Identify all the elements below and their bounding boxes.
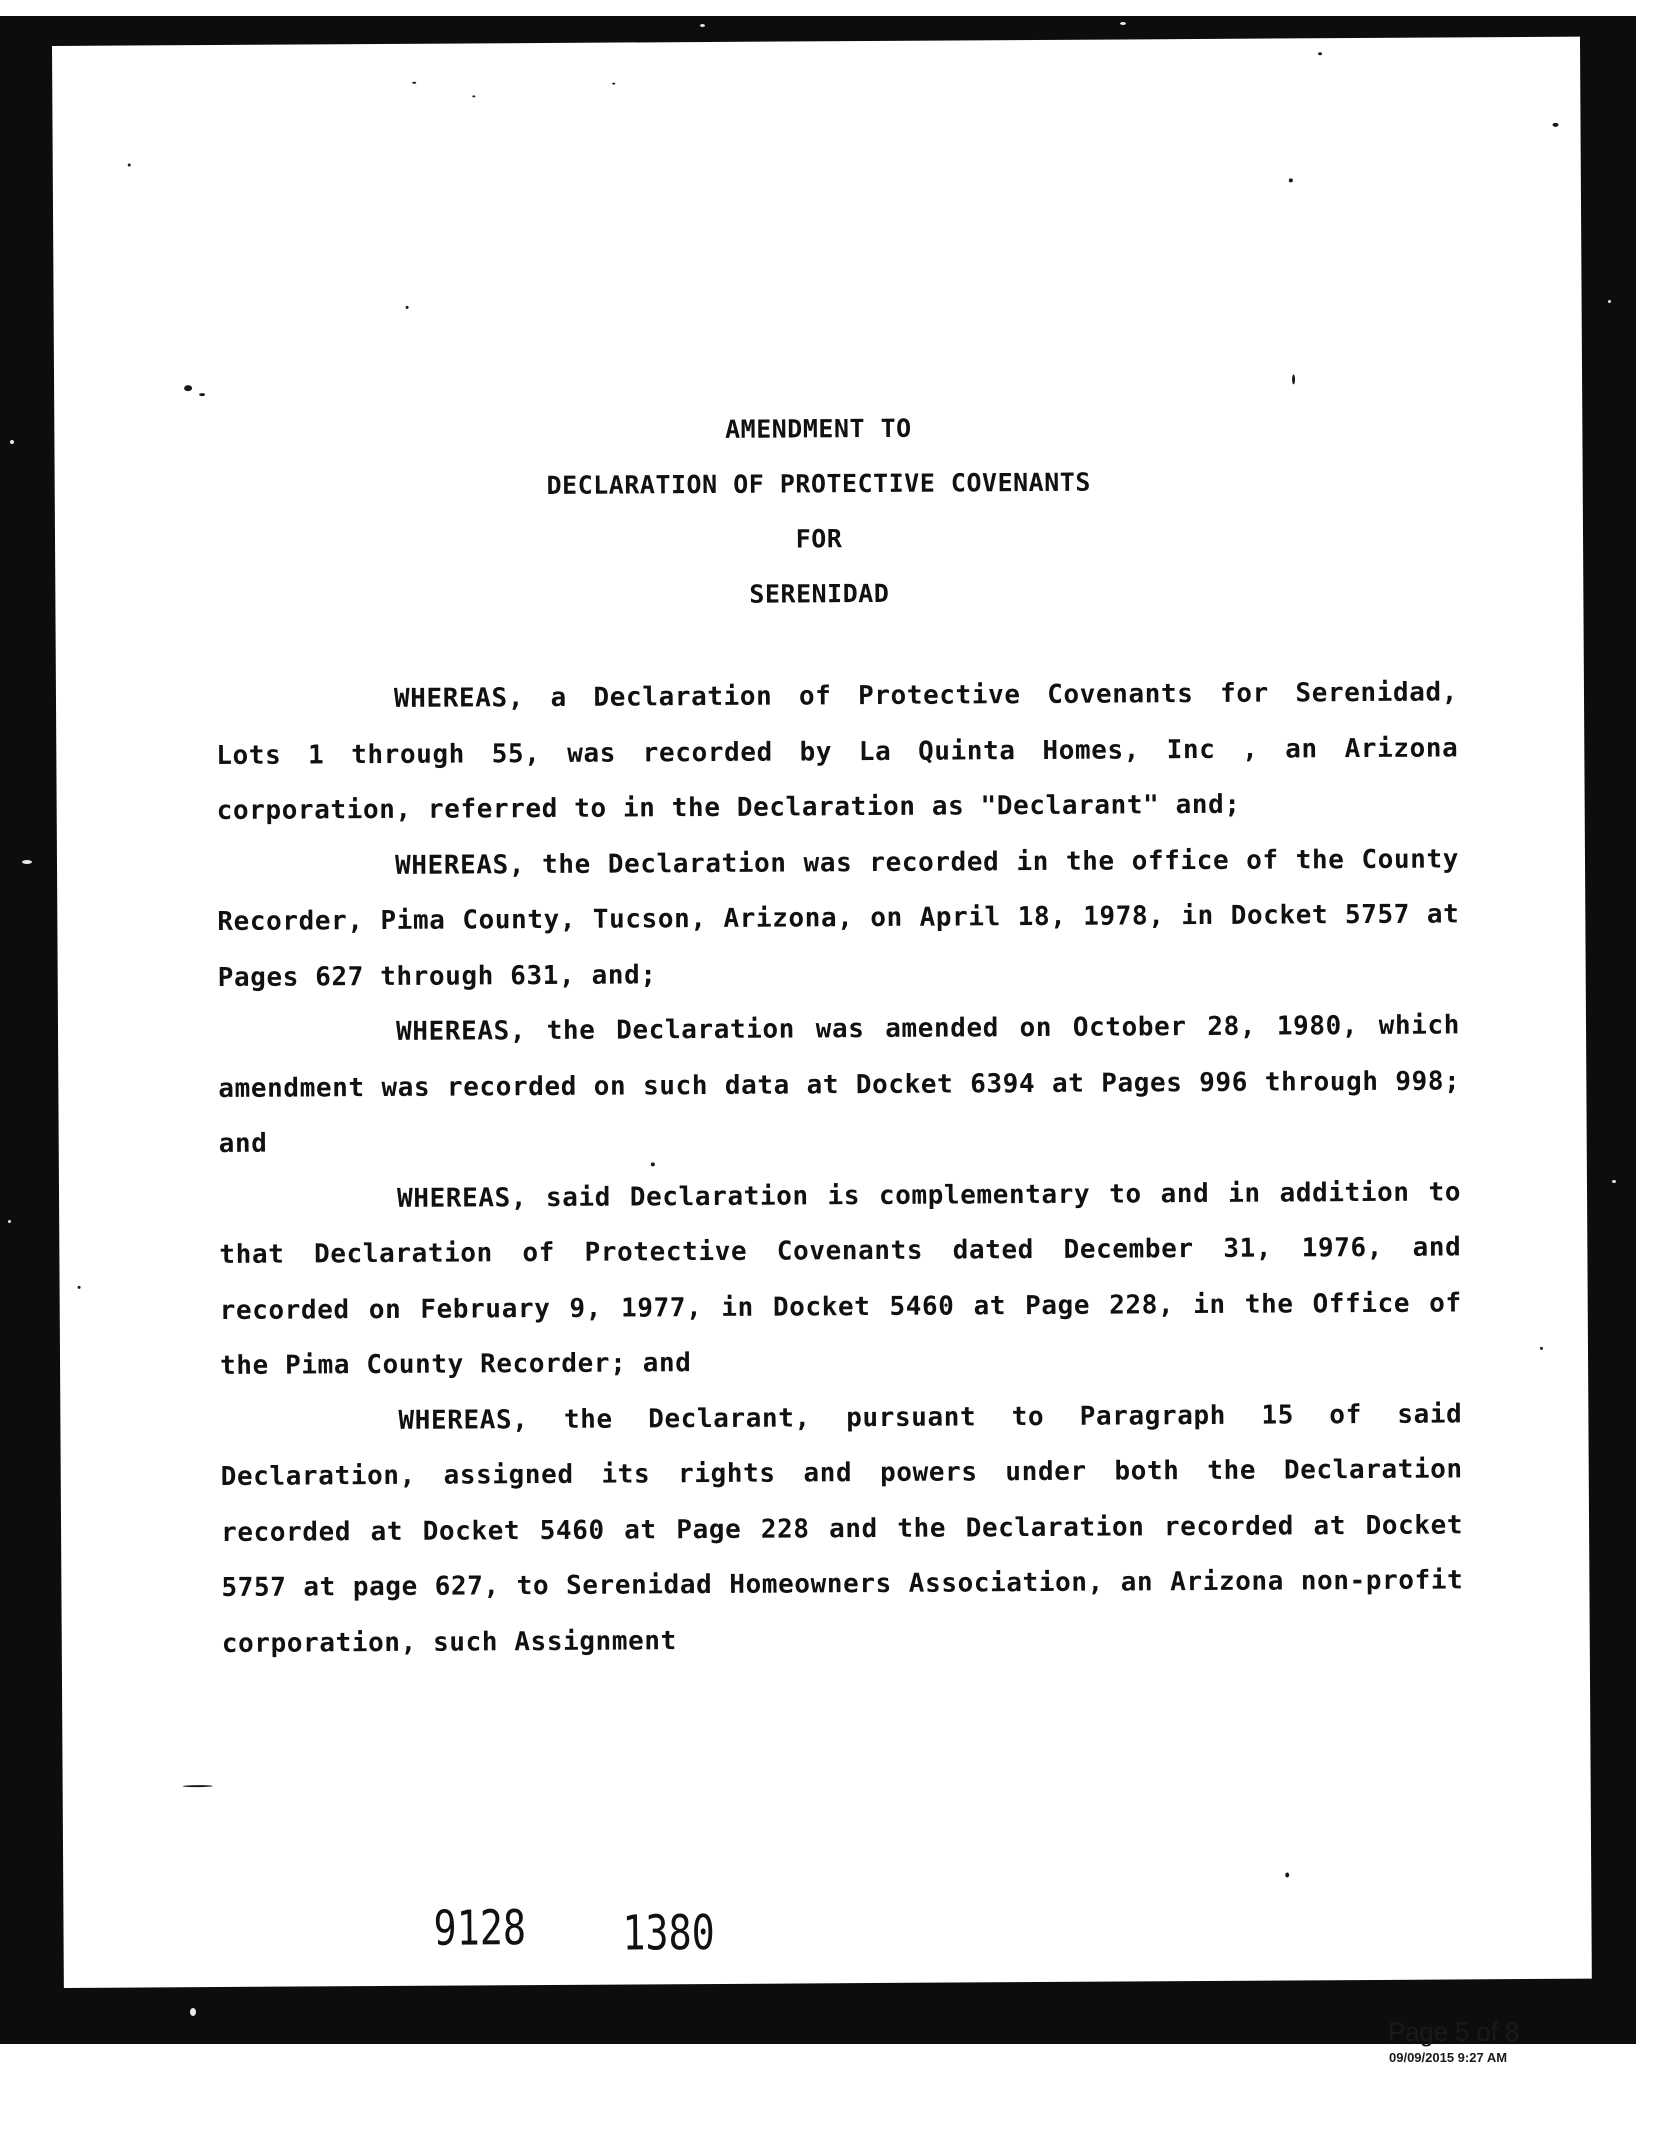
scan-speck [78, 1286, 81, 1289]
scan-speck [1289, 178, 1293, 182]
scan-speck [1612, 1180, 1616, 1183]
scan-speck [1318, 52, 1322, 55]
scan-speck [8, 1220, 11, 1223]
scan-speck [1120, 22, 1126, 25]
scan-speck [199, 393, 205, 396]
title-line: SERENIDAD [749, 578, 890, 609]
scan-speck [1292, 374, 1295, 384]
scan-speck [412, 82, 416, 84]
scan-speck [10, 440, 14, 444]
scan-speck [612, 83, 615, 85]
scan-speck [1285, 1872, 1289, 1877]
whereas-paragraph: WHEREAS, the Declaration was recorded in the office of the County Recorder, Pima County, Tucson, Arizona, on April 18, 1978, in Docket 5757 at Pages 627 through 631, and; [217, 843, 1460, 993]
scan-speck [190, 2008, 196, 2016]
document-title [54, 397, 1583, 626]
scan-speck [1608, 300, 1611, 303]
title-line: AMENDMENT TO [724, 413, 912, 444]
whereas-paragraph: WHEREAS, the Declaration was amended on October 28, 1980, which amendment was recorded on such data at Docket 6394 at Pages 996 through 998; and [218, 1010, 1461, 1160]
title-line: DECLARATION OF PROTECTIVE COVENANTS [546, 467, 1091, 500]
recorded-page-number: 1380 [622, 1904, 715, 1962]
scan-speck [1540, 1347, 1543, 1350]
page-counter: Page 5 of 8 [1388, 2017, 1520, 2047]
scan-speck [183, 1785, 213, 1787]
scan-speck [406, 306, 409, 309]
whereas-paragraph: WHEREAS, said Declaration is complementary to and in addition to that Declaration of Protective Covenants dated December 31, 1976, and recorded on February 9, 1977, in Docket 5460 at Page 228, in the Office of the Pima County Recorder; and [219, 1176, 1462, 1381]
scan-speck [128, 164, 131, 167]
docket-number: 9128 [433, 1900, 527, 1957]
docket-page-stamp [433, 1899, 753, 1971]
scan-speck [1552, 123, 1558, 127]
scan-speck [700, 24, 705, 27]
title-line: FOR [795, 524, 843, 554]
print-timestamp: 09/09/2015 9:27 AM [1389, 2050, 1508, 2065]
document-body [216, 665, 1464, 1672]
scan-speck [22, 860, 32, 864]
whereas-paragraph: WHEREAS, the Declarant, pursuant to Paragraph 15 of said Declaration, assigned its rights and powers under both the Declaration recorded at Docket 5460 at Page 228 and the Declaration recorded at Docket 5757 at page 627, to Serenidad Homeowners Association, an Arizona non-profit corporation, such Assignment [220, 1398, 1464, 1659]
document-page [52, 37, 1592, 1988]
whereas-paragraph: WHEREAS, a Declaration of Protective Covenants for Serenidad, Lots 1 through 55, was recorded by La Quinta Homes, Inc , an Arizona corporation, referred to in the Declaration as "Declarant" and; [216, 677, 1459, 827]
scan-speck [472, 95, 475, 97]
scan-speck [184, 385, 192, 391]
